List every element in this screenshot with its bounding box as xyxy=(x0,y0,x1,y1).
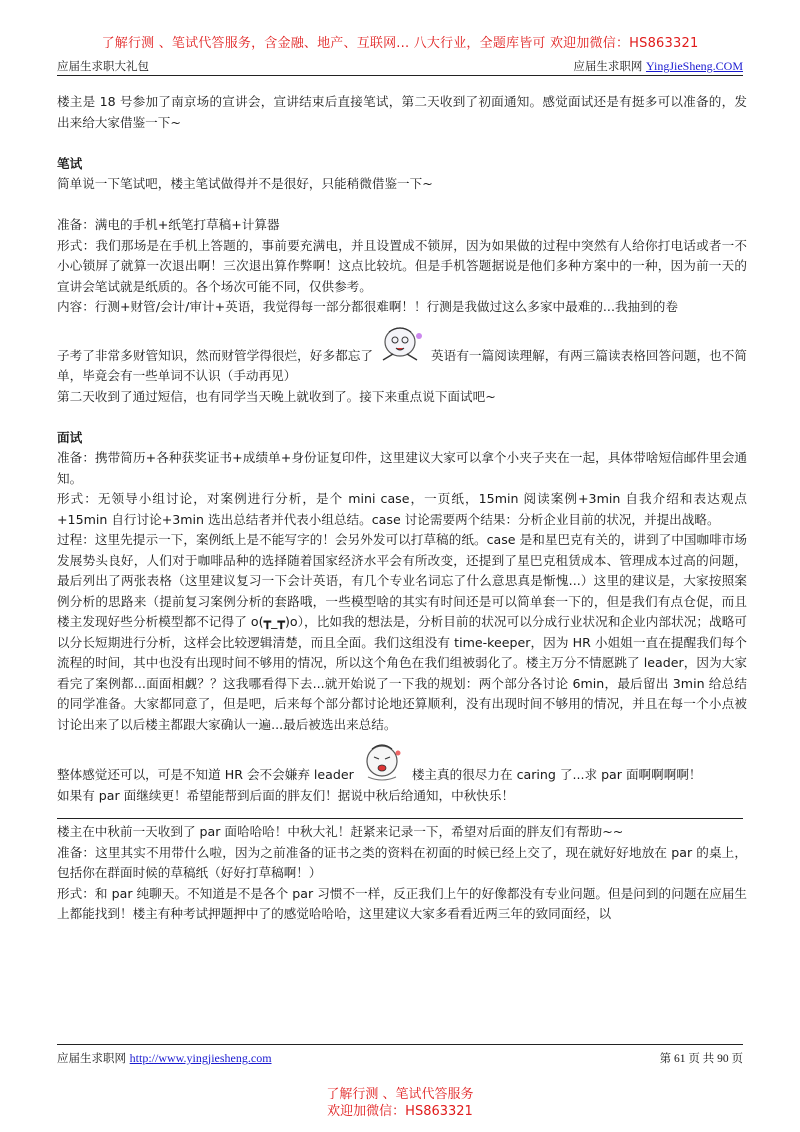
written-summary: 简单说一下笔试吧，楼主笔试做得并不是很好，只能稍微借鉴一下~ xyxy=(57,176,433,191)
interview-feeling-a: 整体感觉还可以，可是不知道 HR 会不会嫌弃 leader xyxy=(57,767,354,782)
written-content-c: 英语有一篇阅读理解，有两三篇读表格回答问题，也不简单，毕竟会有一些单词不认识（手动再见） xyxy=(57,347,747,383)
footer-left xyxy=(57,1050,272,1066)
interview-format: 形式：无领导小组讨论，对案例进行分析，是个 mini case，一页纸，15min 阅读案例+3min 自我介绍和表达观点+15min 自行讨论+3min 选出总结者并代表小组总结。case 讨论需要两个结果：分析企业目前的状况，并提出战略。 xyxy=(57,491,747,527)
footer-divider xyxy=(57,1044,743,1045)
header-divider xyxy=(57,75,743,76)
worried-cartoon-face-icon xyxy=(360,743,406,783)
document-body xyxy=(57,92,747,925)
top-ad-banner: 了解行测 、笔试代答服务，含金融、地产、互联网... 八大行业，全题库皆可 欢迎加微信：HS863321 xyxy=(101,36,699,51)
footer-site-link[interactable]: http://www.yingjiesheng.com xyxy=(129,1051,272,1065)
interview-feeling-c: 如果有 par 面继续更！希望能帮到后面的胖友们！据说中秋后给通知，中秋快乐！ xyxy=(57,787,515,803)
page-number: 第 61 页 共 90 页 xyxy=(659,1053,743,1065)
written-content-b: 子考了非常多财管知识，然而财管学得很烂，好多都忘了 xyxy=(57,347,373,363)
interview-feeling-b: 楼主真的很尽力在 caring 了...求 par 面啊啊啊啊！ xyxy=(411,767,702,782)
header-left-title: 应届生求职大礼包 xyxy=(57,59,149,73)
intro-paragraph: 楼主是 18 号参加了南京场的宣讲会，宣讲结束后直接笔试，第二天收到了初面通知。感觉面试还是有挺多可以准备的，发出来给大家借鉴一下~ xyxy=(57,94,747,130)
bottom-ad-banner xyxy=(0,1086,800,1120)
written-content-a: 内容：行测+财管/会计/审计+英语，我觉得每一部分都很难啊！！行测是我做过这么多家中最难的...我抽到的卷 xyxy=(57,299,678,314)
interview-process: 过程：这里先提示一下，案例纸上是不能写字的！会另外发可以打草稿的纸。case 是和星巴克有关的，讲到了中国咖啡市场发展势头良好，人们对于咖啡品种的选择随着国家经济水平会有所改变，还提到了星巴克租赁成本、管理成本过高的问题，最后列出了两张表格（这里建议复习一下会计英语，有几个专业名词忘了什么意思真是惭愧...）这里的建议是，大家按照案例分析的思路来（提前复习案例分析的套路哦，一些模型啥的其实有时间还是可以简单套一下的，但是我们有点仓促，而且楼主发现好些分析模型都不记得了 o(┳_┳)o），比如我的想法是，分析目前的状况可以分成行业状况和企业内部状况；战略可以分长短期进行分析，这样会比较逻辑清楚，而且全面。我们这组没有 time-keeper，因为 HR 小姐姐一直在提醒我们每个流程的时间，其中也没有出现时间不够用的情况，所以这个角色在我们组被弱化了。楼主万分不情愿跳了 leader，因为大家看完了案例都...面面相觑？？这我哪看得下去...就开始说了一下我的规划：两个部分各讨论 6min，最后留出 3min 给总结的同学准备。大家都同意了，但是吧，后来每个部分都讨论地还算顺利，没有出现时间不够用的情况，并且在每一个小点被讨论出来了以后楼主都跟大家确认一遍...最后被选出来总结。 xyxy=(57,532,747,732)
footer-site-name: 应届生求职网 xyxy=(57,1051,126,1065)
interview-prep: 准备：携带简历+各种获奖证书+成绩单+身份证复印件，这里建议大家可以拿个小夹子夹在一起，具体带啥短信邮件里会通知。 xyxy=(57,450,747,486)
dizzy-cartoon-face-icon xyxy=(379,324,425,364)
header-site-name: 应届生求职网 xyxy=(573,59,643,73)
interview-heading: 面试 xyxy=(57,429,83,445)
par-intro: 楼主在中秋前一天收到了 par 面哈哈哈！中秋大礼！赶紧来记录一下，希望对后面的胖友们有帮助~~ xyxy=(57,824,624,839)
written-prep: 准备：满电的手机+纸笔打草稿+计算器 xyxy=(57,217,280,232)
section-divider xyxy=(57,818,743,819)
written-test-heading: 笔试 xyxy=(57,155,83,171)
written-format: 形式：我们那场是在手机上答题的，事前要充满电，并且设置成不锁屏，因为如果做的过程中突然有人给你打电话或者一不小心锁屏了就算一次退出啊！三次退出算作弊啊！这点比较坑。但是手机答题据说是他们多种方案中的一种，因为前一天的宣讲会笔试就是纸质的。各个场次可能不同，仅供参考。 xyxy=(57,237,747,294)
written-followup: 第二天收到了通过短信，也有同学当天晚上就收到了。接下来重点说下面试吧~ xyxy=(57,388,496,404)
header-right xyxy=(573,58,743,74)
par-format: 形式：和 par 纯聊天。不知道是不是各个 par 习惯不一样，反正我们上午的好像都没有专业问题。但是问到的问题在应届生上都能找到！楼主有种考试押题押中了的感觉哈哈哈，这里建议大家多看看近两三年的致同面经，以 xyxy=(57,885,747,921)
header-site-link[interactable]: YingJieSheng.COM xyxy=(645,59,743,73)
written-content-emoji-line xyxy=(57,324,747,387)
bottom-ad-line-2: 欢迎加微信：HS863321 xyxy=(327,1104,473,1119)
par-prep: 准备：这里其实不用带什么啦，因为之前准备的证书之类的资料在初面的时候已经上交了，现在就好好地放在 par 的桌上，包括你在群面时候的草稿纸（好好打草稿啊！） xyxy=(57,844,747,880)
interview-feeling-emoji-line xyxy=(57,743,747,786)
bottom-ad-line-1: 了解行测 、笔试代答服务 xyxy=(326,1087,474,1102)
